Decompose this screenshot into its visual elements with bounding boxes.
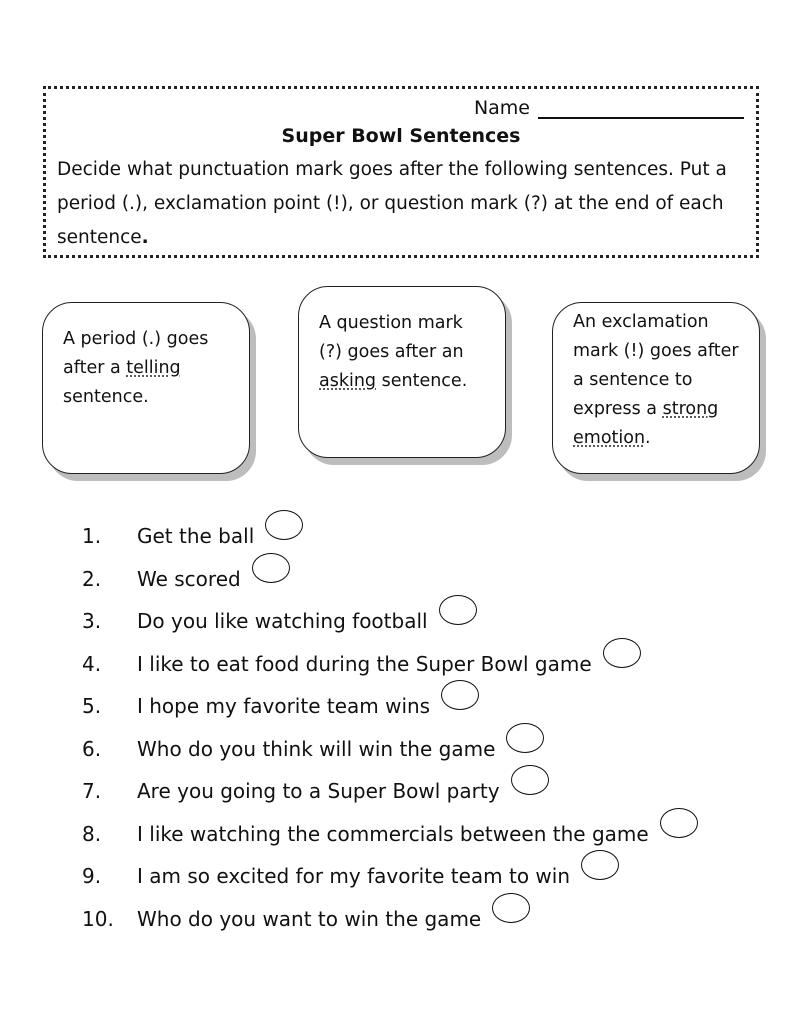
answer-circle[interactable] xyxy=(265,510,303,540)
sentence-number: 6. xyxy=(82,736,102,761)
sentence-number: 9. xyxy=(82,864,102,889)
answer-circle[interactable] xyxy=(581,850,619,880)
sentence-text: I like watching the commercials between the game xyxy=(137,821,649,846)
answer-circle[interactable] xyxy=(660,808,698,838)
name-field xyxy=(474,97,744,119)
sentence-number: 10. xyxy=(82,906,114,931)
sentence-text: I am so excited for my favorite team to win xyxy=(137,864,571,889)
exclamation-rule-before: An exclamation mark (!) goes after a sentence to express a xyxy=(573,312,739,419)
period-rule-card xyxy=(42,302,250,474)
sentence-number: 3. xyxy=(82,609,102,634)
sentence-text: Get the ball xyxy=(137,524,255,549)
instructions-main: Decide what punctuation mark goes after the following sentences. Put a period (.), exclamation point (!), or question mark (?) at the end of each sentence xyxy=(57,159,727,248)
instructions-text xyxy=(57,153,746,255)
sentence-number: 4. xyxy=(82,651,102,676)
question-rule-keyword: asking xyxy=(319,371,377,391)
sentence-text: Do you like watching football xyxy=(137,609,428,634)
period-rule-before: A period (.) goes after a xyxy=(63,329,209,378)
sentence-number: 5. xyxy=(82,694,102,719)
answer-circle[interactable] xyxy=(252,553,290,583)
sentence-number: 2. xyxy=(82,566,102,591)
answer-circle[interactable] xyxy=(439,595,477,625)
sentence-item xyxy=(82,515,782,558)
sentence-number: 7. xyxy=(82,779,102,804)
answer-circle[interactable] xyxy=(506,723,544,753)
sentence-list xyxy=(82,515,782,940)
answer-circle[interactable] xyxy=(603,638,641,668)
exclamation-rule-after: . xyxy=(645,428,651,448)
sentence-item xyxy=(82,643,782,686)
exclamation-rule-keyword: strong emotion xyxy=(573,399,719,448)
instructions-box xyxy=(43,86,759,258)
answer-circle[interactable] xyxy=(511,765,549,795)
name-blank-line[interactable] xyxy=(538,97,744,119)
sentence-text: Who do you want to win the game xyxy=(137,906,482,931)
instructions-end: . xyxy=(141,227,149,248)
period-rule-keyword: telling xyxy=(126,358,181,378)
sentence-item xyxy=(82,855,782,898)
sentence-item xyxy=(82,813,782,856)
sentence-text: I like to eat food during the Super Bowl game xyxy=(137,651,592,676)
question-rule-card xyxy=(298,286,506,458)
sentence-item xyxy=(82,770,782,813)
sentence-text: Are you going to a Super Bowl party xyxy=(137,779,500,804)
exclamation-rule-card xyxy=(552,302,760,474)
question-rule-before: A question mark (?) goes after an xyxy=(319,313,464,362)
sentence-number: 8. xyxy=(82,821,102,846)
sentence-item xyxy=(82,898,782,941)
sentence-text: I hope my favorite team wins xyxy=(137,694,431,719)
sentence-number: 1. xyxy=(82,524,102,549)
answer-circle[interactable] xyxy=(492,893,530,923)
question-rule-after: sentence. xyxy=(376,371,468,391)
sentence-item xyxy=(82,685,782,728)
sentence-item xyxy=(82,558,782,601)
sentence-item xyxy=(82,600,782,643)
sentence-text: We scored xyxy=(137,566,241,591)
worksheet-title: Super Bowl Sentences xyxy=(281,125,521,147)
sentence-text: Who do you think will win the game xyxy=(137,736,496,761)
sentence-item xyxy=(82,728,782,771)
answer-circle[interactable] xyxy=(441,680,479,710)
period-rule-after: sentence. xyxy=(63,387,149,407)
name-label: Name xyxy=(473,97,530,119)
